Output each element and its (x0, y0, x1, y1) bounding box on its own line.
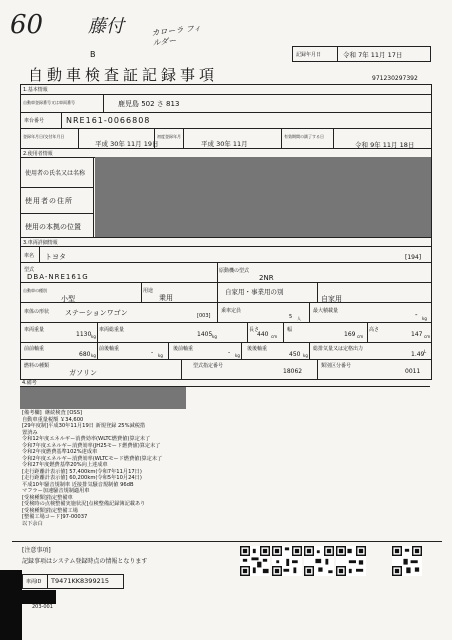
handwritten-number: 60 (10, 10, 44, 40)
height-unit: cm (424, 334, 431, 339)
notice-title: [注意事項] (22, 547, 51, 554)
displacement-value: 1.49 (411, 351, 425, 358)
rr-value: 450 (289, 351, 301, 358)
record-form (20, 84, 432, 380)
qr-code-1 (240, 546, 270, 576)
maker-label: 車名 (24, 253, 35, 259)
record-date-box (292, 46, 431, 62)
height-label: 高さ (369, 327, 380, 333)
expiry-value: 令和 9年 11月 18日 (355, 141, 415, 149)
weight-label: 車両重量 (24, 327, 45, 333)
base-label: 使用の本拠の位置 (25, 223, 81, 231)
mark-b: B (90, 50, 96, 59)
capacity-label: 乗車定員 (221, 308, 242, 314)
use-label: 用途 (143, 288, 154, 294)
expiry-label: 有効期間の満了する日 (284, 134, 324, 139)
maker-code: [194] (405, 254, 422, 261)
kind-value: 小型 (61, 295, 75, 303)
rf-unit: kg (235, 353, 240, 358)
handwritten-name: 藤付 (88, 16, 124, 37)
rr-unit: kg (303, 353, 308, 358)
rr-label: 後後軸重 (247, 346, 268, 352)
height-value: 147 (411, 331, 423, 338)
engine-label: 原動機の型式 (219, 268, 250, 274)
engine-value: 2NR (259, 274, 274, 282)
weight-value: 1130 (76, 331, 92, 338)
width-value: 169 (344, 331, 356, 338)
displacement-label: 総排気量又は定格出力 (313, 346, 364, 352)
displacement-unit: L (424, 349, 427, 354)
fr-unit: kg (158, 353, 163, 358)
model-label: 型式 (24, 267, 35, 273)
use-value: 乗用 (159, 294, 173, 302)
width-unit: cm (357, 334, 364, 339)
max-load-unit: kg (422, 316, 427, 321)
doc-code: 971230297392 (372, 75, 418, 82)
kind-label: 自動車の種別 (23, 288, 47, 293)
corner-black-mark (0, 570, 22, 640)
record-date-label: 記録年月日 (296, 52, 322, 58)
rf-label: 後前軸重 (173, 346, 194, 352)
first-reg-label: 登録年月日/交付年月日 (23, 134, 65, 139)
body-label: 車体の形状 (24, 309, 50, 315)
gross-label: 車両総重量 (99, 327, 125, 333)
capacity-unit: 人 (297, 316, 301, 321)
ff-unit: kg (91, 353, 96, 358)
class-no-value: 0011 (405, 368, 421, 375)
model-value: DBA-NRE161G (27, 273, 89, 281)
fr-label: 前後軸重 (99, 346, 120, 352)
user-name-label: 使用者の氏名又は名称 (25, 170, 86, 177)
user-addr-label: 使用者の住所 (25, 197, 73, 205)
purpose-value: 自家用 (321, 295, 342, 303)
chassis-label: 車台番号 (24, 118, 45, 124)
record-date-value: 令和 7年 11月 17日 (343, 51, 403, 59)
reg-label: 自動車登録番号又は車両番号 (23, 100, 75, 105)
form-code: 203-001 (32, 604, 53, 610)
redacted-remark-header (20, 387, 186, 409)
qr-code-3 (304, 546, 334, 576)
ff-label: 前前軸重 (24, 346, 45, 352)
first-year-label: 初度登録年月 (157, 134, 181, 139)
max-load-label: 最大積載量 (313, 308, 339, 314)
section1-heading: 1.基本情報 (23, 87, 48, 93)
maker-value: トヨタ (45, 253, 66, 261)
section3-heading: 3.車両詳細情報 (23, 240, 58, 246)
length-label: 長さ (249, 327, 260, 333)
remarks-text: [備考欄] 継続検査 [OSS] 自動車重量税額 ￥34,600 [29年度制]平成30年11月19日 新規登録 25%減税措 置済み 令和12年度エネルギー消費効率(WLTC燃費値)算定未了 令和7年度エネルギー消費効率(JH25モード燃費値)算定未了 令和2年度燃費基準102%達成車 令和2年度エネルギー消費効率(WLTCモード燃費値)算定未了 令和27年度燃費基準20%向上達成車 [走行距離計表示値] 57,400km(令和7年11月17日) [走行距離計表示値] 60,200km(令和5年10月24日) 平成10年騒音規制車 近接排気騒音規制値 96dB マフラー加速騒音規制適用車 [受検種類]指定整備車 [受検時の点検整備実施状況]点検整備記録簿記載あり [受検種類]指定整備工場 [整備工場コード]97-00037 以下余白 (22, 410, 163, 527)
gross-unit: kg (212, 334, 217, 339)
ff-value: 680 (79, 351, 91, 358)
vehicle-id-label: 車両ID (26, 579, 42, 585)
body-value: ステーションワゴン (65, 309, 128, 317)
type-no-label: 型式指定番号 (193, 363, 224, 369)
fuel-label: 燃料の種類 (24, 363, 50, 369)
handwritten-model: カローラ フィルダー (151, 23, 202, 48)
page-title: 自動車検査証記録事項 (28, 66, 219, 84)
first-reg-value: 平成 30年 11月 19日 (95, 140, 159, 148)
corner-black-mark-2 (16, 590, 56, 604)
qr-code-5 (392, 546, 422, 576)
qr-code-2 (272, 546, 302, 576)
width-label: 幅 (287, 327, 293, 333)
weight-unit: kg (91, 334, 96, 339)
notice-text: 記録事項はシステム登録時点の情報となります (22, 558, 148, 565)
vehicle-id-box (22, 574, 124, 589)
reg-value: 鹿児島 502 さ 813 (118, 100, 180, 108)
section4-heading: 4.備考 (22, 380, 37, 386)
fr-value: - (151, 349, 154, 356)
vehicle-id-value: T9471KK8399215 (51, 577, 109, 585)
chassis-value: NRE161-0066808 (66, 116, 151, 125)
fuel-value: ガソリン (69, 369, 97, 377)
max-load-value: - (415, 311, 418, 319)
rf-value: - (228, 349, 231, 356)
redacted-user-info (95, 157, 431, 237)
gross-value: 1405 (197, 331, 213, 338)
class-no-label: 類別区分番号 (321, 363, 352, 369)
length-value: 440 (257, 331, 269, 338)
section2-heading: 2.使用者情報 (23, 151, 53, 157)
length-unit: cm (271, 334, 278, 339)
type-no-value: 18062 (283, 368, 303, 375)
purpose-label: 自家用・事業用の別 (225, 288, 284, 296)
body-code: [003] (197, 313, 211, 319)
qr-code-4 (336, 546, 366, 576)
first-year-value: 平成 30年 11月 (201, 140, 248, 148)
capacity-value: 5 (289, 314, 293, 320)
